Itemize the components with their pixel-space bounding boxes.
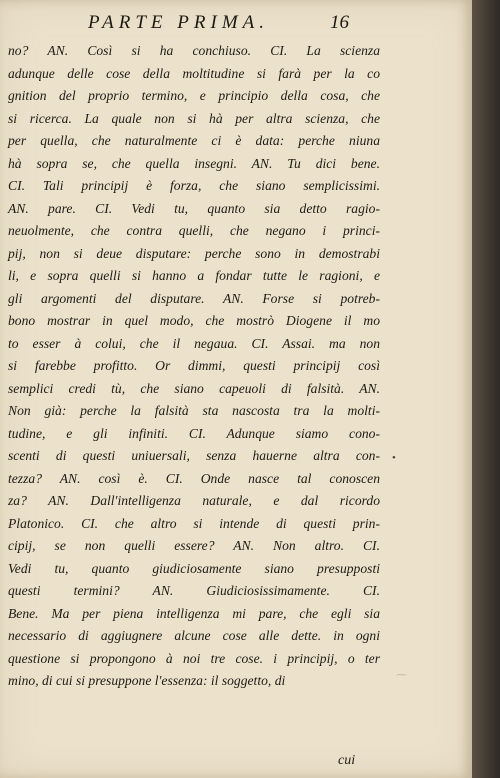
running-title: PARTE PRIMA. <box>88 12 270 33</box>
text-line: adunque delle cose della moltitudine si farà per la co <box>8 65 380 81</box>
text-line: za? AN. Dall'intelligenza naturale, e dal ricordo <box>8 493 380 508</box>
text-line: questione si propongono à noi tre cose. i principij, o ter <box>8 650 380 666</box>
text-line: mino, di cui si presuppone l'essenza: il soggetto, di <box>8 673 286 688</box>
text-line: per quella, che naturalmente ci è data: perche niuna <box>8 133 380 148</box>
text-line: necessario di aggiugnere alcune cose alle dette. in ogni <box>8 628 380 643</box>
text-line: questi termini? AN. Giudiciosissimamente. CI. <box>8 583 380 598</box>
text-line: Non già: perche la falsità sta nascosta tra la molti- <box>8 403 380 418</box>
text-line: tudine, e gli infiniti. CI. Adunque siamo cono- <box>8 425 380 441</box>
text-line: AN. pare. CI. Vedi tu, quanto sia detto ragio- <box>8 200 380 216</box>
text-line: bono mostrar in quel modo, che mostrò Diogene il mo <box>8 313 380 328</box>
margin-mark: • <box>392 452 396 464</box>
text-line: pij, non si deue disputare: perche sono in demostrabi <box>8 245 380 261</box>
text-line: si ricerca. La quale non si hà per altra scienza, che <box>8 110 380 126</box>
page-number: 16 <box>330 12 349 33</box>
text-line: to esser à colui, che il negaua. CI. Assai. ma non <box>8 335 380 351</box>
text-line: scenti di questi uniuersali, senza hauerne altra con- <box>8 448 380 463</box>
catchword: cui <box>338 753 356 768</box>
page-gutter-edge <box>472 0 500 778</box>
text-line: tezza? AN. così è. CI. Onde nasce tal conoscen <box>8 470 380 486</box>
text-line: CI. Tali principij è forza, che siano semplicissimi. <box>8 178 380 193</box>
ink-bleed-mark: ⁓ <box>396 669 407 681</box>
text-line: Vedi tu, quanto giudiciosamente siano presupposti <box>8 560 380 576</box>
text-line: Platonico. CI. che altro si intende di questi prin- <box>8 515 380 531</box>
text-line: gli argomenti del disputare. AN. Forse si potreb- <box>8 290 380 306</box>
text-line: gnition del proprio termino, e principio della cosa, che <box>8 88 380 103</box>
text-line: Bene. Ma per piena intelligenza mi pare, che egli sia <box>8 605 380 621</box>
text-line: cipij, se non quelli essere? AN. Non altro. CI. <box>8 538 380 553</box>
text-line: neuolmente, che contra quelli, che negano i princi- <box>8 223 380 238</box>
text-line: li, e sopra quelli si hanno a fondar tutte le ragioni, e <box>8 268 380 283</box>
text-line: hà sopra se, che quella insegni. AN. Tu dici bene. <box>8 155 380 171</box>
text-line: no? AN. Così si ha conchiuso. CI. La scienza <box>8 43 380 58</box>
text-line: semplici credi tù, che siano capeuoli di falsità. AN. <box>8 380 380 396</box>
body-text <box>8 40 380 693</box>
text-line: si farebbe profitto. Or dimmi, questi principij così <box>8 358 380 373</box>
page-header <box>0 12 472 36</box>
